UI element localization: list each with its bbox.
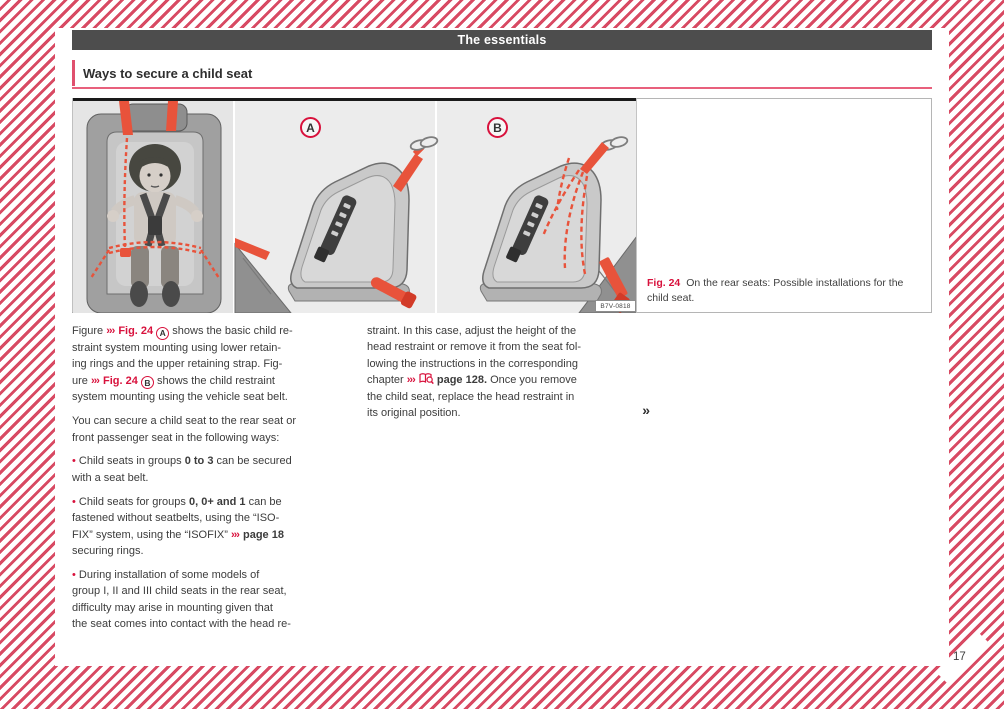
- paragraph-head-restraint: straint. In this case, adjust the height of the head restraint or remove it from the seat fol- lowing the instructions in the corresponding chapter ››› page 128. Once you remove the child seat, replace the head restraint in its original position.: [367, 325, 581, 420]
- strap-buckle: [120, 248, 131, 257]
- bullet-installation-difficulty: • During installation of some models of group I, II and III child seats in the rear seat, difficulty may arise in mounting given that the seat comes into contact with the head re-: [72, 568, 291, 631]
- panel-label-a: A: [300, 117, 321, 138]
- head-restraint: [125, 104, 187, 131]
- text-column-2: [367, 323, 645, 429]
- section-title: [72, 60, 932, 86]
- caption-text: On the rear seats: Possible installations for the child seat.: [647, 277, 904, 304]
- harness-buckle: [148, 216, 162, 235]
- caption-fig-ref: Fig. 24: [647, 277, 681, 289]
- circle-letter-label: A: [156, 327, 169, 340]
- circle-letter-label: B: [141, 376, 154, 389]
- page-number: 17: [953, 651, 966, 663]
- chevron-ref-icon: ›››: [406, 374, 415, 387]
- section-title-label: Ways to secure a child seat: [83, 65, 253, 81]
- text-column-1: [72, 323, 350, 640]
- figure-caption: [647, 276, 923, 306]
- figure-caption-panel: [636, 98, 932, 313]
- content-page: [55, 28, 949, 666]
- bullet-icon: •: [72, 495, 76, 508]
- child-seat-illustration: [73, 98, 637, 313]
- illustration-child-in-seat: [87, 101, 221, 313]
- figure-illustration: [72, 98, 636, 313]
- chevron-ref-icon: ›››: [90, 374, 99, 387]
- bullet-groups-0-3: • Child seats in groups 0 to 3 can be secured with a seat belt.: [72, 455, 292, 484]
- paragraph-figure-refs: Figure ››› Fig. 24 A shows the basic child re- straint system mounting using lower retain- ing rings and the upper retaining strap. Fig- ure ››› Fig. 24 B shows the child restraint system mounting using the vehicle seat belt.: [72, 325, 293, 404]
- chevron-ref-icon: ›››: [106, 325, 115, 337]
- paragraph-intro: You can secure a child seat to the rear seat or front passenger seat in the following ways:: [72, 415, 297, 444]
- section-rule: [72, 87, 932, 89]
- bullet-icon: •: [72, 455, 76, 468]
- chapter-header-label: The essentials: [457, 33, 547, 47]
- panel-label-b: B: [487, 117, 508, 138]
- figure-24: [72, 98, 932, 313]
- bullet-isofix: • Child seats for groups 0, 0+ and 1 can be fastened without seatbelts, using the “ISO- FIX” system, using the “ISOFIX” ››› page 18 securing rings.: [72, 495, 284, 557]
- bullet-icon: •: [72, 568, 76, 581]
- chevron-ref-icon: ›››: [230, 528, 239, 541]
- chapter-header: [72, 30, 932, 50]
- image-code: B7V-0818: [595, 300, 636, 312]
- continuation-marker: »: [642, 402, 650, 418]
- top-tether-strap: [166, 101, 178, 131]
- book-search-icon: [419, 374, 434, 386]
